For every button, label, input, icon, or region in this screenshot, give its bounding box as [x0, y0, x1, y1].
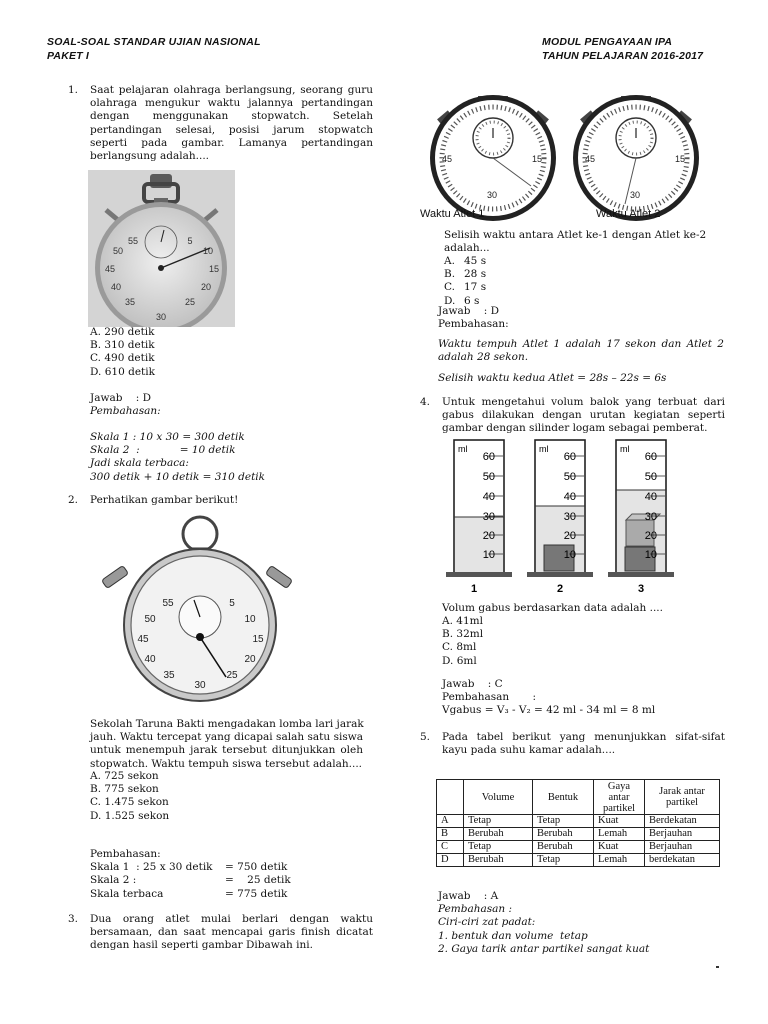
dial-label: 10 — [202, 246, 214, 256]
work-row — [90, 888, 291, 901]
dial-label: 30 — [630, 190, 641, 200]
pembahasan-label: Pembahasan: — [90, 848, 161, 860]
option-letter: C. — [444, 281, 455, 294]
q5-text — [442, 731, 725, 757]
q1-line: olahraga mengukur waktu jalannya pertandingan — [90, 97, 373, 110]
q2-pembahasan — [90, 848, 291, 901]
scale-label: 40 — [482, 491, 495, 503]
cylinder-label: 3 — [637, 583, 645, 595]
q3-work2: Selisih waktu kedua Atlet = 28s – 22s = 6s — [438, 372, 667, 384]
table-header: Volume — [464, 780, 533, 815]
q3-stopwatches-icon — [424, 92, 724, 224]
table-cell: Lemah — [594, 854, 645, 867]
table-cell: Berubah — [533, 828, 594, 841]
answer-text: Jawab : D — [438, 305, 500, 317]
dial-label: 25 — [184, 297, 196, 307]
q3-question-line: Selisih waktu antara Atlet ke-1 dengan Atlet ke-2 — [444, 229, 707, 241]
option-d: D. 610 detik — [90, 365, 155, 378]
dial-label: 35 — [124, 297, 136, 307]
option-b: B. 310 detik — [90, 339, 155, 352]
q3-text — [90, 913, 373, 953]
scale-label: 60 — [482, 451, 495, 463]
q1-stopwatch-icon — [88, 170, 235, 327]
table-cell: berdekatan — [645, 854, 720, 867]
scale-label: 60 — [563, 451, 576, 463]
q4-number: 4. — [420, 396, 431, 408]
work-line: Jadi skala terbaca: — [90, 457, 189, 470]
option-a: A. 725 sekon — [90, 770, 159, 782]
table-cell: B — [437, 828, 464, 841]
atlet2-stopwatch — [573, 95, 699, 221]
scale-label: 10 — [482, 549, 495, 561]
answer-text: Jawab : C — [442, 678, 503, 690]
q1-stopwatch-photo — [88, 170, 235, 327]
table-cell: Tetap — [464, 841, 533, 854]
work-line: adalah 28 sekon. — [438, 351, 529, 364]
table-header: Jarak antar partikel — [645, 780, 720, 815]
table-cell: Berjauhan — [645, 841, 720, 854]
option-c — [444, 281, 486, 294]
unit-label: ml — [458, 444, 468, 454]
dial-label: 50 — [144, 614, 156, 625]
scale-label: 20 — [644, 530, 657, 542]
table-cell: Berubah — [464, 828, 533, 841]
q5-line: Pada tabel berikut yang menunjukkan sifat-sifat — [442, 731, 725, 743]
q4-text — [442, 396, 725, 436]
option-value: 45 s — [464, 255, 487, 267]
dial-label: 30 — [487, 190, 498, 200]
option-c: C. 490 detik — [90, 352, 155, 365]
table-row — [437, 854, 720, 867]
q4-line: Untuk mengetahui volum balok yang terbuat dari — [442, 396, 725, 408]
table-cell: Kuat — [594, 815, 645, 828]
work-right: = 25 detik — [225, 874, 291, 887]
option-a: A. 41ml — [442, 615, 483, 627]
q3-stopwatch-figure — [424, 92, 724, 224]
school-year: TAHUN PELAJARAN 2016-2017 — [542, 50, 704, 62]
option-letter: A. — [444, 255, 455, 267]
option-c: C. 1.475 sekon — [90, 796, 169, 809]
dial-label: 5 — [229, 598, 235, 609]
q4-cylinders-figure — [440, 436, 676, 596]
q1-options — [90, 326, 155, 379]
work-line: 1. bentuk dan volume tetap — [438, 929, 588, 942]
dial-label: 35 — [163, 670, 175, 681]
package-label: PAKET I — [47, 50, 90, 62]
work-line: Ciri-ciri zat padat: — [438, 916, 536, 929]
option-value: 17 s — [464, 281, 487, 294]
table-header: Gaya antar partikel — [594, 780, 645, 815]
work-row — [90, 861, 291, 874]
table-cell: Berdekatan — [645, 815, 720, 828]
cylinder-2 — [527, 440, 593, 595]
option-d: D. 6ml — [442, 654, 477, 667]
cylinder-label: 1 — [470, 583, 478, 595]
atlet1-caption: Waktu Atlet 1 — [420, 208, 485, 220]
table-row — [437, 815, 720, 828]
q3-number: 3. — [68, 913, 79, 925]
dial-label: 20 — [200, 282, 212, 292]
scale-label: 30 — [563, 511, 576, 523]
option-a — [444, 255, 486, 268]
unit-label: ml — [620, 444, 630, 454]
work-row — [90, 874, 291, 887]
work-line: 2. Gaya tarik antar partikel sangat kuat — [438, 942, 650, 955]
dial-label: 40 — [110, 282, 122, 292]
scale-label: 50 — [482, 471, 495, 483]
q3-question — [444, 229, 706, 255]
dial-label: 45 — [104, 264, 116, 274]
q5-answer — [438, 890, 649, 956]
table-header-row — [437, 780, 720, 815]
table-cell: Tetap — [464, 815, 533, 828]
table-row — [437, 841, 720, 854]
dial-label: 30 — [194, 680, 206, 691]
dial-label: 45 — [442, 154, 453, 164]
table-header: Bentuk — [533, 780, 594, 815]
answer-text: Jawab : D — [90, 392, 152, 404]
q3-question-line: adalah... — [444, 242, 490, 255]
table-header — [437, 780, 464, 815]
header-left — [47, 35, 261, 63]
module-title: MODUL PENGAYAAN IPA — [542, 36, 673, 48]
work-line: Skala 2 : = 10 detik — [90, 444, 236, 457]
dial-label: 55 — [162, 598, 174, 609]
q3-options — [444, 255, 486, 308]
work-line: Waktu tempuh Atlet 1 adalah 17 sekon dan Atlet 2 — [438, 338, 724, 350]
option-b: B. 32ml — [442, 628, 484, 641]
q4-line: gabus dilakukan dengan urutan kegiatan seperti — [442, 409, 725, 422]
q1-answer — [90, 392, 161, 418]
q1-number: 1. — [68, 84, 79, 96]
option-value: 28 s — [464, 268, 487, 281]
work-line: Vgabus = V₃ - V₂ = 42 ml - 34 ml = 8 ml — [442, 704, 656, 717]
q2-text — [90, 718, 363, 771]
table-cell: Berubah — [464, 854, 533, 867]
dial-label: 45 — [137, 634, 149, 645]
properties-table — [436, 779, 720, 867]
q3-work — [438, 338, 724, 364]
scale-label: 20 — [563, 530, 576, 542]
q3-answer — [438, 305, 509, 331]
q2-line: jauh. Waktu tercepat yang dicapai salah satu siswa — [90, 731, 363, 744]
atlet1-stopwatch — [430, 95, 556, 221]
work-line: 300 detik + 10 detik = 310 detik — [90, 470, 266, 483]
dial-label: 40 — [144, 654, 156, 665]
q2-intro: Perhatikan gambar berikut! — [90, 494, 239, 506]
table-cell: Tetap — [533, 854, 594, 867]
dial-label: 15 — [252, 634, 264, 645]
scale-label: 40 — [644, 491, 657, 503]
header-right — [542, 35, 703, 63]
work-left: Skala 1 : 25 x 30 detik — [90, 861, 213, 874]
q1-line: pertandingan selesai, posisi jarum stopwatch — [90, 123, 373, 136]
dial-label: 5 — [187, 236, 193, 246]
table-cell: A — [437, 815, 464, 828]
option-c: C. 8ml — [442, 641, 477, 654]
q4-question: Volum gabus berdasarkan data adalah .... — [442, 602, 663, 614]
table-cell: C — [437, 841, 464, 854]
q1-line: dengan menggunakan stopwatch. Setelah — [90, 110, 373, 123]
dial-label: 10 — [244, 614, 256, 625]
page-mark — [716, 966, 719, 968]
q2-stopwatch-icon — [96, 512, 296, 702]
work-left: Skala 2 : — [90, 874, 137, 887]
option-letter: B. — [444, 268, 456, 281]
dial-label: 50 — [112, 246, 124, 256]
pembahasan-label: Pembahasan: — [438, 318, 509, 331]
option-letter: D. — [444, 294, 456, 307]
dial-label: 15 — [532, 154, 543, 164]
work-line: Skala 1 : 10 x 30 = 300 detik — [90, 431, 245, 443]
q2-line: stopwatch. Waktu tempuh siswa tersebut adalah.... — [90, 757, 363, 770]
table-cell: Berubah — [533, 841, 594, 854]
q2-line: Sekolah Taruna Bakti mengadakan lomba lari jarak — [90, 718, 364, 730]
dial-label: 15 — [675, 154, 686, 164]
q1-work — [90, 431, 265, 484]
dial-label: 30 — [155, 312, 167, 322]
table-cell: D — [437, 854, 464, 867]
measuring-cylinders-icon — [440, 436, 676, 596]
option-value: 6 s — [464, 294, 480, 307]
dial-label: 55 — [127, 236, 139, 246]
scale-label: 10 — [563, 549, 576, 561]
option-a: A. 290 detik — [90, 326, 155, 338]
exam-title: SOAL-SOAL STANDAR UJIAN NASIONAL — [47, 36, 261, 48]
pembahasan-label: Pembahasan : — [442, 691, 537, 704]
cylinder-label: 2 — [556, 583, 564, 595]
dial-label: 20 — [244, 654, 256, 665]
table-cell: Tetap — [533, 815, 594, 828]
q1-line: seperti pada gambar. Lamanya pertandingan — [90, 136, 373, 149]
answer-text: Jawab : A — [438, 890, 499, 902]
scale-label: 30 — [482, 511, 495, 523]
scale-label: 50 — [563, 471, 576, 483]
q5-line: kayu pada suhu kamar adalah.... — [442, 744, 616, 757]
q3-line: bersamaan, dan saat mencapai garis finish dicatat — [90, 926, 373, 939]
q4-options — [442, 615, 483, 668]
q2-number: 2. — [68, 494, 79, 506]
scale-label: 10 — [644, 549, 657, 561]
option-b: B. 775 sekon — [90, 783, 159, 796]
dial-label: 25 — [226, 670, 238, 681]
q1-text — [90, 84, 373, 163]
q2-line: untuk menempuh jarak tersebut ditunjukkan oleh — [90, 744, 363, 757]
pembahasan-label: Pembahasan : — [438, 903, 513, 916]
work-left: Skala terbaca — [90, 887, 164, 900]
option-d: D. 1.525 sekon — [90, 809, 170, 822]
q1-line: berlangsung adalah.... — [90, 150, 210, 163]
dial-label: 15 — [208, 264, 220, 274]
work-right: = 775 detik — [225, 887, 288, 900]
cylinder-3 — [608, 440, 674, 595]
pembahasan-label: Pembahasan: — [90, 405, 161, 418]
scale-label: 60 — [644, 451, 657, 463]
q3-line: dengan hasil seperti gambar Dibawah ini. — [90, 939, 313, 952]
scale-label: 50 — [644, 471, 657, 483]
q3-line: Dua orang atlet mulai berlari dengan waktu — [90, 913, 373, 925]
q1-line: Saat pelajaran olahraga berlangsung, seorang guru — [90, 84, 373, 96]
scale-label: 20 — [482, 530, 495, 542]
q2-options — [90, 770, 169, 823]
q2-stopwatch-figure — [96, 512, 296, 702]
atlet2-caption: Waktu Atlet 2 — [596, 208, 661, 220]
work-right: = 750 detik — [225, 861, 288, 874]
dial-label: 45 — [585, 154, 596, 164]
table-cell: Berjauhan — [645, 828, 720, 841]
scale-label: 30 — [644, 511, 657, 523]
table-cell: Kuat — [594, 841, 645, 854]
q4-line: gambar dengan silinder logam sebagai pemberat. — [442, 422, 708, 435]
table-row — [437, 828, 720, 841]
table-cell: Lemah — [594, 828, 645, 841]
option-b — [444, 268, 486, 281]
scale-label: 40 — [563, 491, 576, 503]
q4-answer — [442, 678, 655, 718]
q5-number: 5. — [420, 731, 431, 743]
q5-table-wrap — [436, 779, 720, 867]
unit-label: ml — [539, 444, 549, 454]
cylinder-1 — [446, 440, 512, 595]
